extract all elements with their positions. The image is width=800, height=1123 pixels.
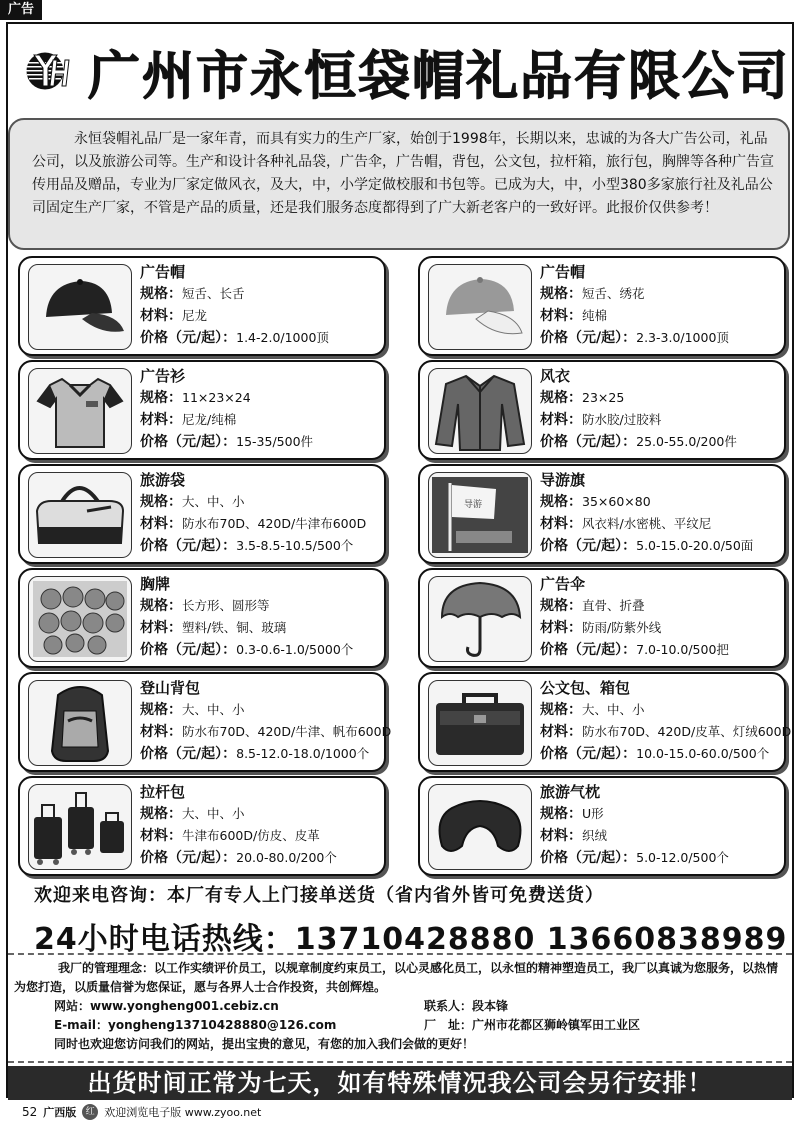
product-name: 胸牌 [140,575,171,593]
material-label: 材料： [140,412,182,428]
red-badge-icon: 红 [82,1104,98,1120]
material-value: 纯棉 [582,308,608,323]
trolley-luggage-icon [28,784,132,870]
material-label: 材料： [140,308,182,324]
price-value: 5.0-15.0-20.0/50面 [636,538,754,553]
spec-value: 直骨、折叠 [582,598,645,613]
footer-site-link[interactable]: 欢迎浏览电子版 www.zyoo.net [104,1106,262,1119]
product-card [418,256,786,356]
material-label: 材料： [540,412,582,428]
spec-value: 23×25 [582,390,625,405]
price-label: 价格（元/起）： [540,330,637,346]
price-value: 5.0-12.0/500个 [636,850,729,865]
product-spec [140,595,378,617]
price-value: 20.0-80.0/200个 [236,850,337,865]
shipping-banner: 出货时间正常为七天，如有特殊情况我公司会另行安排！ [8,1066,792,1100]
email-link[interactable]: E-mail：yongheng13710428880@126.com [54,1018,337,1032]
ad-tag: 广告 [0,0,42,20]
material-label: 材料： [540,308,582,324]
company-logo-icon [24,31,72,111]
cap-light-icon [428,264,532,350]
spec-label: 规格： [140,806,182,822]
material-label: 材料： [540,828,582,844]
neck-pillow-icon [428,784,532,870]
product-price [140,743,378,765]
factory-address: 厂 址：广州市花都区狮岭镇军田工业区 [424,1018,641,1032]
contact-row-1 [14,997,786,1016]
product-spec [540,387,778,409]
spec-value: 大、中、小 [582,702,645,717]
product-spec [140,283,378,305]
product-name: 广告伞 [540,575,586,593]
material-label: 材料： [540,620,582,636]
product-info [540,262,778,349]
material-value: 防水布70D、420D/牛津、帆布600D [182,724,392,739]
spec-value: 短舌、长舌 [182,286,245,301]
product-name: 广告衫 [140,367,186,385]
product-spec [540,283,778,305]
spec-value: U形 [582,806,604,821]
product-price [540,743,778,765]
product-card [18,776,386,876]
product-name: 登山背包 [140,679,201,697]
material-value: 防雨/防紫外线 [582,620,662,635]
product-card [18,360,386,460]
contact-row-2 [14,1016,786,1035]
material-label: 材料： [540,724,582,740]
company-intro: 永恒袋帽礼品厂是一家年青，而具有实力的生产厂家，始创于1998年，长期以来，忠诚的为各大广告公司，礼品公司，以及旅游公司等。生产和设计各种礼品袋，广告伞，广告帽，背包，公文包，拉杆箱，旅行包，胸牌等各种广告宣传用品及赠品，专业为厂家定做风衣，及大，中，小学定做校服和书包等。已成为大，中，小型380多家旅行社及礼品公司固定生产厂家，不管是产品的质量，还是我们服务态度都得到了广大新老客户的一致好评。此报价仅供参考！ [8,118,790,250]
price-label: 价格（元/起）： [540,850,637,866]
product-material [140,617,378,639]
price-value: 10.0-15.0-60.0/500个 [636,746,770,761]
material-value: 织绒 [582,828,608,843]
product-material [140,721,392,743]
product-price [140,847,378,869]
product-card [418,360,786,460]
spec-label: 规格： [540,390,582,406]
price-value: 2.3-3.0/1000顶 [636,330,729,345]
hotline: 24小时电话热线：13710428880 13660838989 [34,922,788,957]
spec-value: 11×23×24 [182,390,251,405]
product-price [140,535,378,557]
product-card [418,568,786,668]
windbreaker-icon [428,368,532,454]
price-label: 价格（元/起）： [140,434,237,450]
material-value: 尼龙 [182,308,208,323]
product-name: 风衣 [540,367,571,385]
product-spec [140,803,378,825]
product-spec [540,803,778,825]
product-material [540,513,778,535]
product-info [140,678,392,765]
product-name: 公文包、箱包 [540,679,631,697]
svg-text:导游: 导游 [464,500,483,510]
product-card [18,464,386,564]
price-label: 价格（元/起）： [140,330,237,346]
spec-label: 规格： [140,286,182,302]
price-label: 价格（元/起）： [140,746,237,762]
product-info [140,574,378,661]
product-name: 拉杆包 [140,783,186,801]
product-material [140,513,378,535]
product-info [140,470,378,557]
product-spec [140,491,378,513]
product-info [140,262,378,349]
management-section [8,953,792,1063]
product-price [140,431,378,453]
travel-bag-icon [28,472,132,558]
product-spec [140,699,378,721]
spec-value: 大、中、小 [182,806,245,821]
price-value: 15-35/500件 [236,434,314,449]
visit-note: 同时也欢迎您访问我们的网站，提出宝贵的意见，有您的加入我们会做的更好！ [54,1037,475,1051]
product-name: 广告帽 [540,263,586,281]
product-material [540,617,778,639]
product-price [540,327,778,349]
price-label: 价格（元/起）： [540,746,637,762]
guide-flag-icon [428,472,532,558]
consult-line: 欢迎来电咨询：本厂有专人上门接单送货（省内省外皆可免费送货） [34,885,604,906]
price-value: 8.5-12.0-18.0/1000个 [236,746,370,761]
material-label: 材料： [140,516,182,532]
page-number: 52 [22,1105,38,1119]
product-price [540,847,778,869]
product-material [540,721,792,743]
product-material [540,409,778,431]
umbrella-icon [428,576,532,662]
page-footer [22,1104,261,1120]
price-label: 价格（元/起）： [140,642,237,658]
product-card [418,776,786,876]
product-material [540,305,778,327]
material-label: 材料： [140,828,182,844]
product-name: 广告帽 [140,263,186,281]
spec-label: 规格： [540,702,582,718]
product-price [140,327,378,349]
management-philosophy: 我厂的管理理念：以工作实绩评价员工，以规章制度约束员工，以心灵感化员工，以永恒的精神塑造员工，我厂以真诚为您服务，以热情为您打造，以质量信誉为您保证，愿与各界人士合作投资，共创辉煌。 [14,961,779,994]
product-material [140,825,378,847]
company-header [10,30,790,112]
price-value: 0.3-0.6-1.0/5000个 [236,642,354,657]
spec-label: 规格： [140,598,182,614]
spec-label: 规格： [140,390,182,406]
material-value: 尼龙/纯棉 [182,412,237,427]
product-card [18,568,386,668]
product-info [540,366,778,453]
price-label: 价格（元/起）： [140,850,237,866]
spec-label: 规格： [540,598,582,614]
spec-value: 长方形、圆形等 [182,598,270,613]
spec-label: 规格： [540,286,582,302]
company-name: 广州市永恒袋帽礼品有限公司 [87,46,790,107]
product-price [140,639,378,661]
contact-person: 联系人：段本锋 [424,999,509,1013]
price-label: 价格（元/起）： [540,434,637,450]
material-label: 材料： [540,516,582,532]
spec-value: 35×60×80 [582,494,651,509]
product-name: 导游旗 [540,471,586,489]
price-label: 价格（元/起）： [540,642,637,658]
price-label: 价格（元/起）： [140,538,237,554]
edition-label: 广西版 [43,1106,77,1119]
product-card [418,672,792,772]
product-info [140,782,378,869]
product-material [140,409,378,431]
spec-label: 规格： [140,494,182,510]
product-spec [540,699,778,721]
price-value: 25.0-55.0/200件 [636,434,737,449]
spec-label: 规格： [140,702,182,718]
product-info [140,366,378,453]
backpack-icon [28,680,132,766]
material-value: 防水布70D、420D/皮革、灯绒600D [582,724,792,739]
material-value: 牛津布600D/仿皮、皮革 [182,828,320,843]
product-material [140,305,378,327]
product-name: 旅游袋 [140,471,186,489]
spec-value: 短舌、绣花 [582,286,645,301]
polo-shirt-icon [28,368,132,454]
product-price [540,431,778,453]
spec-label: 规格： [540,494,582,510]
product-info [540,574,778,661]
price-value: 3.5-8.5-10.5/500个 [236,538,354,553]
product-info [540,782,778,869]
product-info [540,678,792,765]
product-price [540,535,778,557]
material-label: 材料： [140,620,182,636]
cap-dark-icon [28,264,132,350]
product-card [18,672,392,772]
product-spec [540,595,778,617]
product-material [540,825,778,847]
website-link[interactable]: 网站：www.yongheng001.cebiz.cn [54,999,279,1013]
spec-label: 规格： [540,806,582,822]
badges-icon [28,576,132,662]
spec-value: 大、中、小 [182,494,245,509]
material-label: 材料： [140,724,182,740]
material-value: 防水布70D、420D/牛津布600D [182,516,367,531]
product-card [418,464,786,564]
briefcase-icon [428,680,532,766]
product-spec [140,387,378,409]
price-label: 价格（元/起）： [540,538,637,554]
price-value: 7.0-10.0/500把 [636,642,729,657]
product-card [18,256,386,356]
material-value: 塑料/铁、铜、玻璃 [182,620,287,635]
product-info [540,470,778,557]
product-name: 旅游气枕 [540,783,601,801]
product-spec [540,491,778,513]
spec-value: 大、中、小 [182,702,245,717]
material-value: 防水胶/过胶料 [582,412,662,427]
price-value: 1.4-2.0/1000顶 [236,330,329,345]
product-price [540,639,778,661]
material-value: 风衣料/水密桃、平纹尼 [582,516,712,531]
